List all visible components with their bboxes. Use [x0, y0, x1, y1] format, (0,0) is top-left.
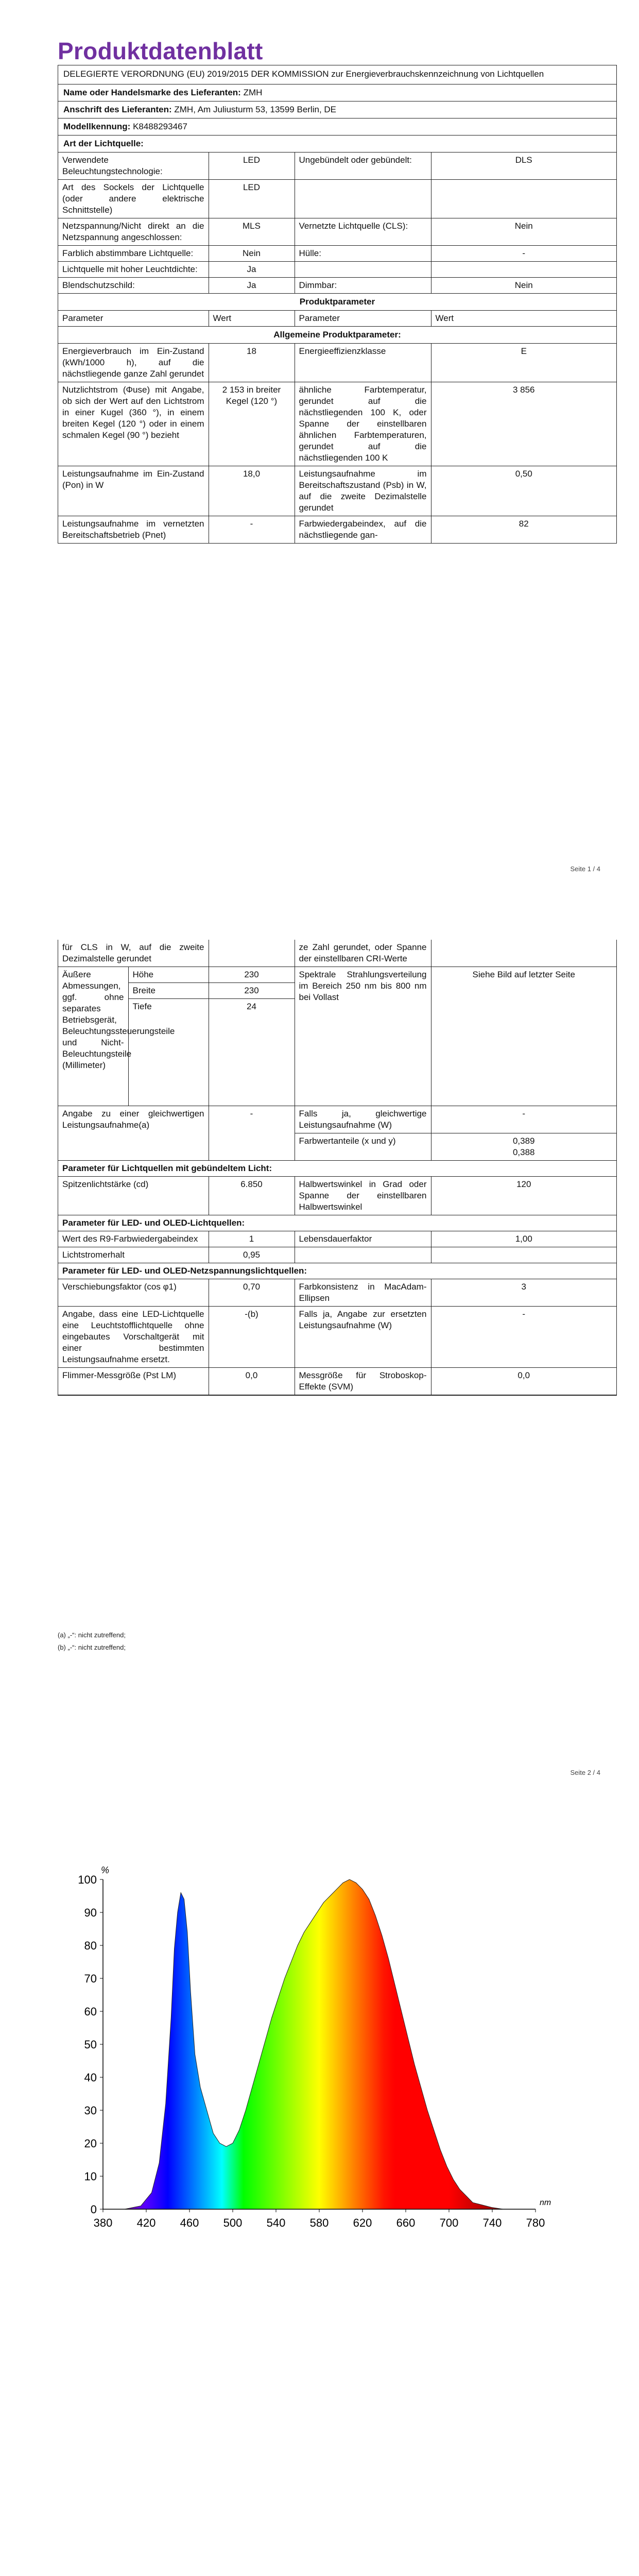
type-row — [58, 152, 616, 180]
chromaticity-label: Farbwertanteile (x und y) — [295, 1133, 431, 1161]
param-value-2: E — [431, 344, 616, 382]
y-tick-label: 30 — [84, 2104, 97, 2117]
type-label-2: Dimmbar: — [295, 278, 431, 294]
type-row — [58, 218, 616, 246]
param-label: Nutzlichtstrom (Φuse) mit Angabe, ob sich der Wert auf den Lichtstrom in einer Kugel (360 °), in einem breiten Kegel (120 °) oder in einem schmalen Kegel (90 °) bezieht — [58, 382, 209, 466]
general-params-heading: Allgemeine Produktparameter: — [58, 327, 616, 344]
param-value: 18 — [209, 344, 295, 382]
type-value-2: - — [431, 246, 616, 262]
page-1 — [0, 0, 639, 904]
led-section-heading: Parameter für LED- und OLED-Lichtquellen: — [58, 1215, 616, 1231]
y-tick-label: 60 — [84, 2005, 97, 2018]
beam-angle-value: 120 — [431, 1177, 616, 1215]
type-value: Ja — [209, 262, 295, 278]
supplier-row — [58, 84, 616, 101]
equiv-yes-label: Falls ja, gleichwertige Leistungsaufnahme (W) — [295, 1106, 431, 1133]
type-label: Farblich abstimmbare Lichtquelle: — [58, 246, 209, 262]
param-label-2: ähnliche Farbtemperatur, gerundet auf die nächstliegenden 100 K, oder Spanne der einstellbaren ähnlichen Farbtemperaturen, gerundet auf die nächstliegenden 100 K — [295, 382, 431, 466]
type-value-2: Nein — [431, 278, 616, 294]
page-3 — [0, 1807, 639, 2576]
col-value-1: Wert — [209, 311, 295, 327]
general-table — [58, 344, 616, 544]
param-value-2: 82 — [431, 516, 616, 544]
param-value: - — [209, 516, 295, 544]
peak-intensity-value: 6.850 — [209, 1177, 295, 1215]
type-label-2: Vernetzte Lichtquelle (CLS): — [295, 218, 431, 246]
y-tick-label: 70 — [84, 1972, 97, 1985]
regulation-text: DELEGIERTE VERORDNUNG (EU) 2019/2015 DER KOMMISSION zur Energieverbrauchskennzeichnung von Lichtquellen — [58, 65, 616, 84]
x-tick-label: 420 — [136, 2216, 156, 2229]
type-label: Blendschutzschild: — [58, 278, 209, 294]
param-value: 18,0 — [209, 466, 295, 516]
param-value-2: 0,50 — [431, 466, 616, 516]
y-axis-label: % — [101, 1865, 110, 1875]
datasheet-table — [58, 65, 617, 544]
address-row — [58, 101, 616, 118]
type-value: Ja — [209, 278, 295, 294]
page-number: Seite 2 / 4 — [570, 1769, 600, 1776]
general-param-row — [58, 382, 616, 466]
cont-label-1: für CLS in W, auf die zweite Dezimalstelle gerundet — [58, 940, 209, 967]
spd-label: Spektrale Strahlungsverteilung im Bereich 250 nm bis 800 nm bei Vollast — [295, 967, 431, 1106]
type-value-2 — [431, 262, 616, 278]
x-tick-label: 700 — [439, 2216, 459, 2229]
x-tick-label: 580 — [309, 2216, 329, 2229]
param-label: Leistungsaufnahme im Ein-Zustand (Pon) in W — [58, 466, 209, 516]
x-tick-label: 620 — [353, 2216, 372, 2229]
x-tick-label: 500 — [223, 2216, 243, 2229]
equiv-power-label: Angabe zu einer gleichwertigen Leistungsaufnahme(a) — [58, 1106, 209, 1161]
color-consistency-value: 3 — [431, 1279, 616, 1307]
col-value-2: Wert — [431, 311, 616, 327]
lumen-maintenance-value: 0,95 — [209, 1247, 295, 1263]
y-tick-label: 10 — [84, 2170, 97, 2183]
displacement-factor-value: 0,70 — [209, 1279, 295, 1307]
type-row — [58, 262, 616, 278]
mls-section-heading: Parameter für LED- und OLED-Netzspannungslichtquellen: — [58, 1263, 616, 1279]
color-consistency-label: Farbkonsistenz in MacAdam-Ellipsen — [295, 1279, 431, 1307]
param-label-2: Leistungsaufnahme im Bereitschaftszustand (Psb) in W, auf die zweite Dezimalstelle gerundet — [295, 466, 431, 516]
document-title: Produktdatenblatt — [58, 38, 263, 64]
type-label: Lichtquelle mit hoher Leuchtdichte: — [58, 262, 209, 278]
type-value: MLS — [209, 218, 295, 246]
type-value-2: Nein — [431, 218, 616, 246]
lumen-maintenance-label: Lichtstromerhalt — [58, 1247, 209, 1263]
dim-key: Breite — [128, 983, 209, 999]
address-label: Anschrift des Lieferanten: — [63, 105, 172, 114]
param-value-2: 3 856 — [431, 382, 616, 466]
dim-value: 230 — [209, 983, 295, 999]
general-param-row — [58, 344, 616, 382]
type-table — [58, 152, 616, 294]
model-label: Modellkennung: — [63, 122, 131, 131]
fluorescent-replacement-label: Angabe, dass eine LED-Lichtquelle eine Leuchtstofflichtquelle ohne eingebautes Vorschaltgerät mit einer bestimmten Leistungsaufnahme ersetzt. — [58, 1307, 209, 1368]
replaced-power-value: - — [431, 1307, 616, 1368]
param-value: 2 153 in breiter Kegel (120 °) — [209, 382, 295, 466]
stroboscopic-value: 0,0 — [431, 1368, 616, 1395]
cont-label-2: ze Zahl gerundet, oder Spanne der einstellbaren CRI-Werte — [295, 940, 431, 967]
dim-key: Höhe — [128, 967, 209, 983]
datasheet-table-continued — [58, 940, 617, 1396]
type-label-2: Hülle: — [295, 246, 431, 262]
type-value: LED — [209, 152, 295, 180]
stroboscopic-label: Messgröße für Stroboskop-Effekte (SVM) — [295, 1368, 431, 1395]
continued-table — [58, 940, 616, 1395]
type-label-2 — [295, 262, 431, 278]
peak-intensity-label: Spitzenlichtstärke (cd) — [58, 1177, 209, 1215]
light-source-type-heading: Art der Lichtquelle: — [58, 135, 616, 152]
supplier-label: Name oder Handelsmarke des Lieferanten: — [63, 88, 241, 97]
x-tick-label: 380 — [93, 2216, 113, 2229]
supplier-value: ZMH — [243, 88, 263, 97]
type-label-2 — [295, 180, 431, 218]
x-tick-label: 780 — [526, 2216, 545, 2229]
dimensions-label: Äußere Abmessungen, ggf. ohne separates Betriebsgerät, Beleuchtungssteuerungsteile und Nicht-Beleuchtungsteile (Millimeter) — [58, 967, 128, 1106]
y-tick-label: 90 — [84, 1906, 97, 1919]
dls-section-heading: Parameter für Lichtquellen mit gebündeltem Licht: — [58, 1161, 616, 1177]
r9-value: 1 — [209, 1231, 295, 1247]
param-header — [58, 311, 616, 327]
type-label: Art des Sockels der Lichtquelle (oder andere elektrische Schnittstelle) — [58, 180, 209, 218]
page-number: Seite 1 / 4 — [570, 865, 600, 873]
general-param-row — [58, 466, 616, 516]
chromaticity-value — [431, 1133, 616, 1161]
survival-value: 1,00 — [431, 1231, 616, 1247]
y-tick-label: 40 — [84, 2071, 97, 2084]
y-tick-label: 0 — [90, 2203, 97, 2216]
x-axis-label: nm — [540, 2198, 551, 2207]
x-tick-label: 540 — [266, 2216, 286, 2229]
page-2 — [0, 904, 639, 1807]
beam-angle-label: Halbwertswinkel in Grad oder Spanne der einstellbaren Halbwertswinkel — [295, 1177, 431, 1215]
address-value: ZMH, Am Juliusturm 53, 13599 Berlin, DE — [174, 105, 337, 114]
chromaticity-x: 0,389 — [512, 1136, 535, 1146]
col-param-1: Parameter — [58, 311, 209, 327]
replaced-power-label: Falls ja, Angabe zur ersetzten Leistungsaufnahme (W) — [295, 1307, 431, 1368]
general-param-row — [58, 516, 616, 544]
equiv-power-value: - — [209, 1106, 295, 1161]
spectrum-fill — [103, 1879, 536, 2209]
x-tick-label: 460 — [180, 2216, 199, 2229]
param-label: Energieverbrauch im Ein-Zustand (kWh/1000 h), auf die nächstliegende ganze Zahl gerundet — [58, 344, 209, 382]
type-row — [58, 180, 616, 218]
fluorescent-replacement-value: -(b) — [209, 1307, 295, 1368]
dim-value: 230 — [209, 967, 295, 983]
y-tick-label: 100 — [78, 1873, 97, 1886]
type-value: Nein — [209, 246, 295, 262]
dim-value: 24 — [209, 999, 295, 1106]
param-label-2: Energieeffizienzklasse — [295, 344, 431, 382]
survival-label: Lebensdauerfaktor — [295, 1231, 431, 1247]
footnote-a: (a) „-“: nicht zutreffend; — [58, 1631, 126, 1639]
model-row — [58, 118, 616, 135]
model-value: K8488293467 — [133, 122, 187, 131]
chromaticity-y: 0,388 — [512, 1147, 535, 1157]
x-tick-label: 740 — [482, 2216, 502, 2229]
x-tick-label: 660 — [396, 2216, 416, 2229]
y-tick-label: 80 — [84, 1939, 97, 1952]
type-row — [58, 246, 616, 262]
type-value-2 — [431, 180, 616, 218]
flicker-label: Flimmer-Messgröße (Pst LM) — [58, 1368, 209, 1395]
type-label: Netzspannung/Nicht direkt an die Netzspannung angeschlossen: — [58, 218, 209, 246]
param-label: Leistungsaufnahme im vernetzten Bereitschaftsbetrieb (Pnet) — [58, 516, 209, 544]
spd-value: Siehe Bild auf letzter Seite — [431, 967, 616, 1106]
dim-key: Tiefe — [128, 999, 209, 1106]
type-label: Verwendete Beleuchtungstechnologie: — [58, 152, 209, 180]
y-tick-label: 20 — [84, 2137, 97, 2150]
type-label-2: Ungebündelt oder gebündelt: — [295, 152, 431, 180]
spectral-distribution-chart — [72, 1864, 566, 2256]
type-row — [58, 278, 616, 294]
equiv-yes-value: - — [431, 1106, 616, 1133]
r9-label: Wert des R9-Farbwiedergabeindex — [58, 1231, 209, 1247]
flicker-value: 0,0 — [209, 1368, 295, 1395]
type-value: LED — [209, 180, 295, 218]
displacement-factor-label: Verschiebungsfaktor (cos φ1) — [58, 1279, 209, 1307]
product-params-heading: Produktparameter — [58, 294, 616, 311]
type-value-2: DLS — [431, 152, 616, 180]
param-label-2: Farbwiedergabeindex, auf die nächstliegende gan- — [295, 516, 431, 544]
y-tick-label: 50 — [84, 2038, 97, 2051]
col-param-2: Parameter — [295, 311, 431, 327]
footnote-b: (b) „-“: nicht zutreffend; — [58, 1643, 126, 1651]
